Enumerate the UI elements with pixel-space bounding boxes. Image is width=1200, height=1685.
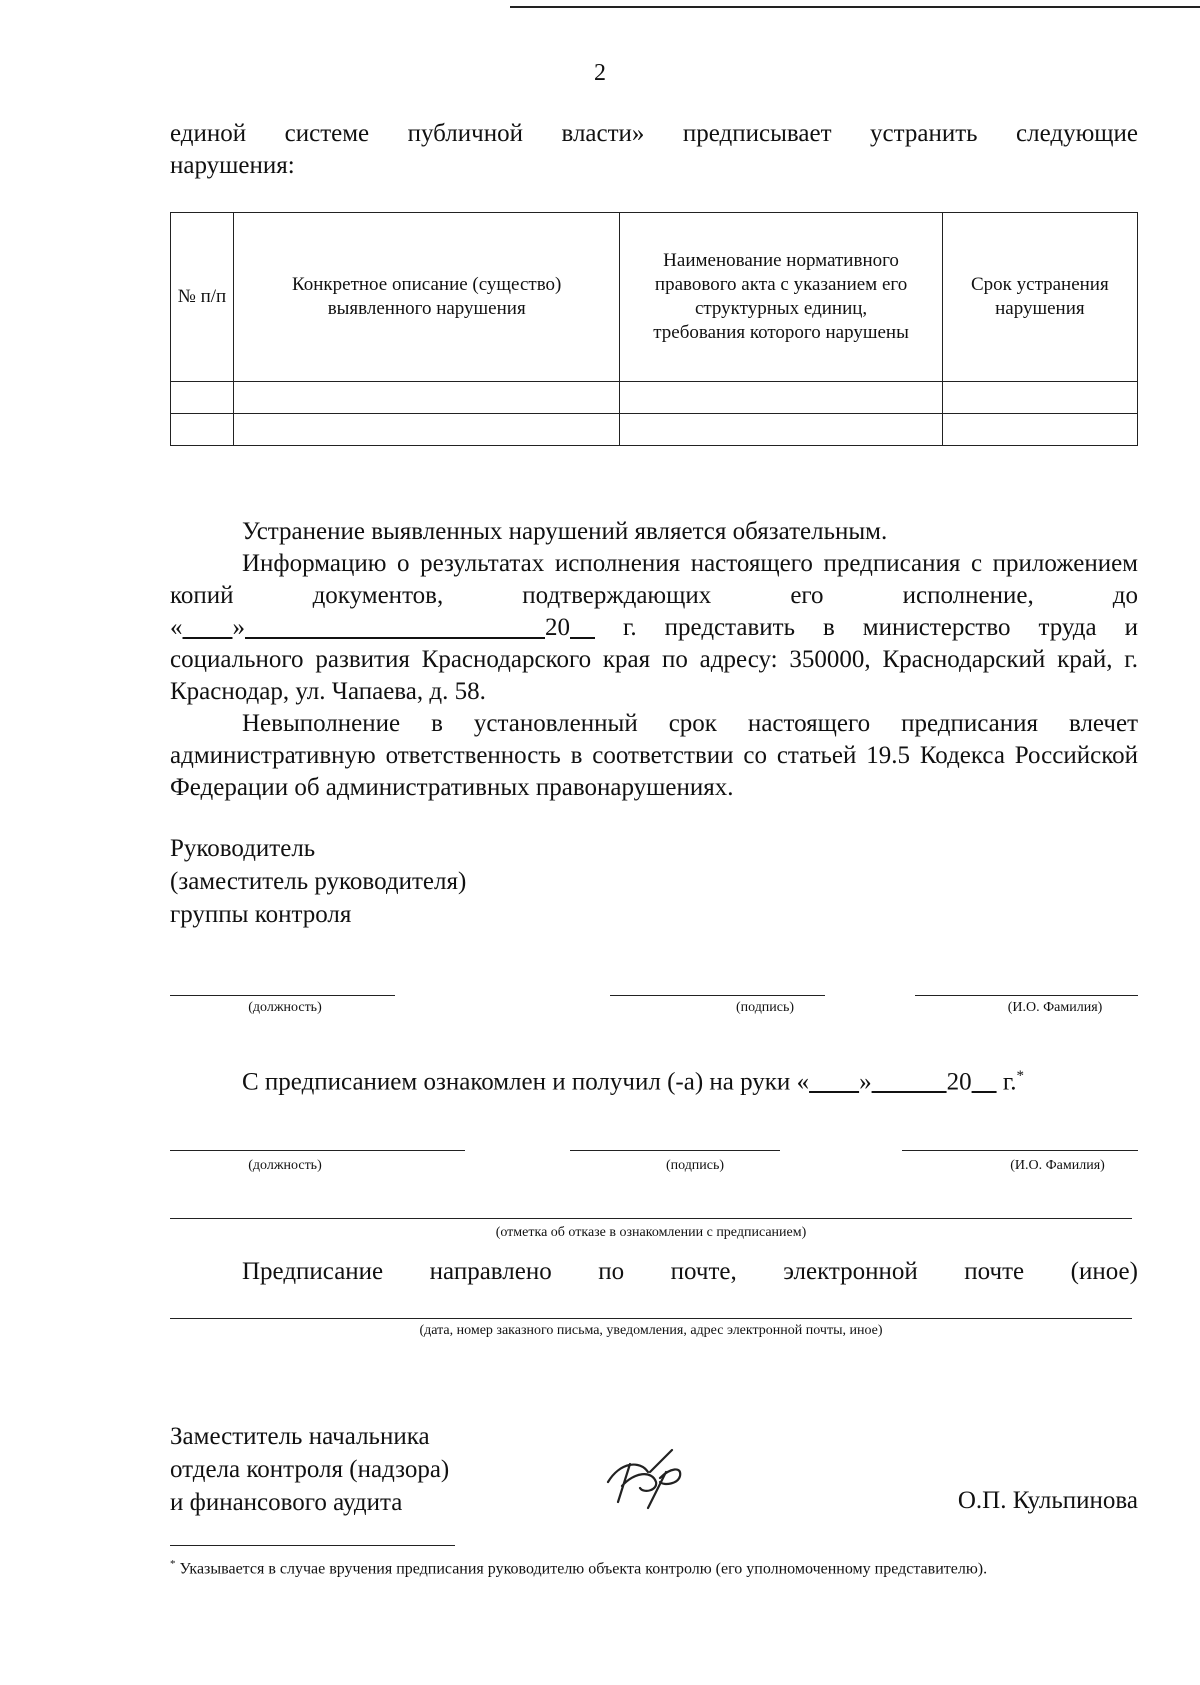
intro-paragraph <box>170 118 1138 150</box>
sig1-signature-line <box>610 995 825 996</box>
sent-word: электронной <box>783 1258 918 1285</box>
month-blank <box>245 614 545 641</box>
acquaint-year-suffix: г. <box>996 1068 1017 1096</box>
acquaint-footnote-mark: * <box>1016 1068 1025 1084</box>
acquaintance-line <box>242 1060 1024 1098</box>
signer-title <box>170 1420 449 1519</box>
day-blank <box>183 614 233 641</box>
sig1-name-caption: (И.О. Фамилия) <box>1007 1000 1103 1015</box>
table-cell <box>620 382 942 414</box>
sig2-name-line <box>902 1150 1138 1151</box>
sig2-position-line <box>170 1150 465 1151</box>
col-number-header: № п/п <box>171 213 234 382</box>
top-rule <box>510 6 1200 8</box>
sent-line <box>242 1256 1138 1288</box>
sent-word: почте, <box>670 1258 737 1285</box>
sent-word: по <box>598 1258 625 1285</box>
sig2-position-caption: (должность) <box>248 1158 322 1173</box>
sig2-signature-line <box>570 1150 780 1151</box>
control-group-head <box>170 832 466 931</box>
mandatory-paragraph: Устранение выявленных нарушений является обязательным. <box>242 518 888 545</box>
sent-word: Предписание <box>242 1258 384 1285</box>
signer-title-line-3: и финансового аудита <box>170 1489 403 1516</box>
liability-paragraph: Невыполнение в установленный срок настоящего предписания влечет административную ответственность в соответствии со статьей 19.5 Кодекса Российской Федерации об административных правонарушениях. <box>170 710 1138 801</box>
sent-details-line <box>170 1318 1132 1319</box>
year-blank <box>570 614 595 641</box>
acquaint-year-prefix: 20 <box>946 1068 972 1096</box>
head-line-3: группы контроля <box>170 901 352 928</box>
sent-word: почте <box>964 1258 1025 1285</box>
acquaint-year-blank <box>972 1068 997 1095</box>
head-line-1: Руководитель <box>170 835 316 862</box>
sig1-position-line <box>170 995 395 996</box>
col-description-header: Конкретное описание (существо) выявленного нарушения <box>233 213 619 382</box>
table-cell <box>233 382 619 414</box>
acquaint-day-blank <box>809 1068 859 1095</box>
refusal-line <box>170 1218 1132 1219</box>
violations-table <box>170 212 1138 446</box>
intro-line-2: нарушения: <box>170 152 295 179</box>
table-row <box>171 382 1138 414</box>
handwritten-signature <box>600 1442 700 1512</box>
table-cell <box>942 382 1137 414</box>
table-cell <box>171 414 234 446</box>
footnote-mark: * <box>170 1558 176 1570</box>
footnote <box>170 1553 1138 1580</box>
signer-title-line-2: отдела контроля (надзора) <box>170 1456 450 1483</box>
sent-word: (иное) <box>1070 1258 1138 1285</box>
sig2-signature-caption: (подпись) <box>665 1158 725 1173</box>
sig1-name-line <box>915 995 1138 996</box>
col-deadline-header: Срок устранения нарушения <box>942 213 1137 382</box>
table-cell <box>233 414 619 446</box>
signer-name: О.П. Кульпинова <box>957 1487 1138 1514</box>
acquaint-quote-close: » <box>859 1068 872 1096</box>
table-cell <box>942 414 1137 446</box>
footnote-text: Указывается в случае вручения предписания руководителю объекта контролю (его уполномоченному представителю). <box>175 1560 988 1578</box>
acquaint-text: С предписанием ознакомлен и получил (-а) на руки « <box>242 1068 810 1096</box>
signer-title-line-1: Заместитель начальника <box>170 1423 430 1450</box>
report-text-end: г. представить в министерство труда и социального развития Краснодарского края по адресу: 350000, Краснодарский край, г. Краснодар, ул. Чапаева, д. 58. <box>170 614 1138 705</box>
sig1-signature-caption: (подпись) <box>735 1000 795 1015</box>
report-paragraph <box>170 548 1138 708</box>
col-normative-act-header: Наименование нормативного правового акта с указанием его структурных единиц, требования которого нарушены <box>620 213 942 382</box>
sig2-name-caption: (И.О. Фамилия) <box>1010 1158 1105 1173</box>
table-header-row <box>171 213 1138 382</box>
acquaint-month-blank <box>872 1068 947 1095</box>
table-cell <box>620 414 942 446</box>
page-number: 2 <box>594 60 606 86</box>
head-line-2: (заместитель руководителя) <box>170 868 467 895</box>
report-quote-close: » <box>232 614 245 641</box>
table-cell <box>171 382 234 414</box>
report-text-start: Информацию о результатах исполнения настоящего предписания с приложением копий документов, подтверждающих его исполнение, до « <box>170 550 1138 641</box>
sent-details-caption: (дата, номер заказного письма, уведомления, адрес электронной почты, иное) <box>419 1323 883 1338</box>
table-row <box>171 414 1138 446</box>
refusal-caption: (отметка об отказе в ознакомлении с предписанием) <box>495 1225 807 1240</box>
sent-word: направлено <box>429 1258 552 1285</box>
report-year-prefix: 20 <box>545 614 570 641</box>
sig1-position-caption: (должность) <box>248 1000 322 1015</box>
intro-paragraph-end <box>170 150 1138 182</box>
intro-line-1: единой системе публичной власти» предписывает устранить следующие <box>170 120 1138 147</box>
footnote-separator <box>170 1545 455 1546</box>
